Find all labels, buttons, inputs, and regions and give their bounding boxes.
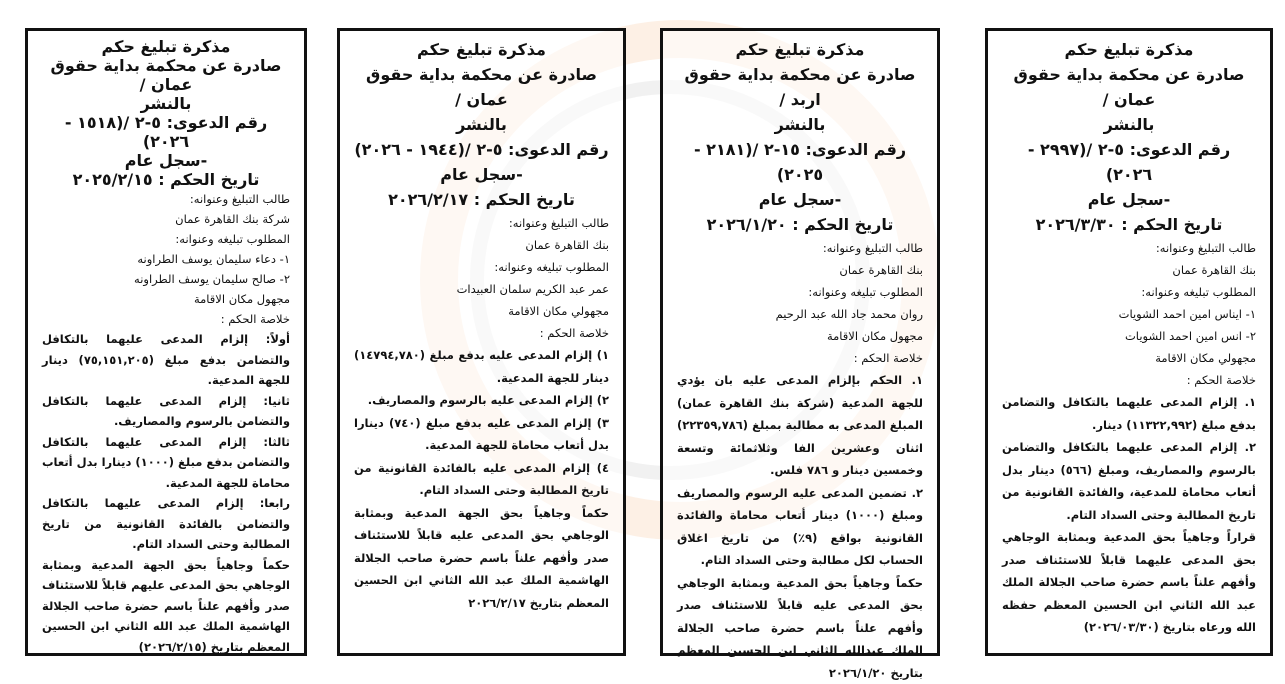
notice-party-line: شركة بنك القاهرة عمان — [42, 209, 290, 229]
judgment-paragraph: ١. إلزام المدعى عليهما بالتكافل والتضامن بدفع مبلغ (١١٣٢٢,٩٩٢) دينار. — [1002, 391, 1256, 436]
notice-title: مذكرة تبليغ حكم — [354, 37, 609, 62]
notice-title: مذكرة تبليغ حكم — [42, 37, 290, 56]
notice-party-line: مجهولي مكان الاقامة — [354, 300, 609, 322]
judgment-paragraph: رابعا: إلزام المدعى عليهما بالتكافل والتضامن بالفائدة القانونية من تاريخ المطالبة وحتى السداد التام. — [42, 493, 290, 555]
notice-party-line: مجهول مكان الاقامة — [42, 289, 290, 309]
notice-registry: -سجل عام — [677, 187, 923, 212]
notice-title: مذكرة تبليغ حكم — [1002, 37, 1256, 62]
judgment-notice — [660, 28, 940, 656]
notice-judgment-date: تاريخ الحكم : ٢٠٢٦/٣/٣٠ — [1002, 212, 1256, 237]
judgment-paragraph: ١. الحكم بإلزام المدعى عليه بان يؤدي للجهة المدعية (شركة بنك القاهرة عمان) المبلغ المدعى به مطالبة بمبلغ (٢٢٣٥٩,٧٨٦) اثنان وعشرين الفا وثلاثمائة وتسعة وخمسين دينار و ٧٨٦ فلس. — [677, 369, 923, 482]
notice-publish: بالنشر — [1002, 112, 1256, 137]
notice-party-line: المطلوب تبليغه وعنوانه: — [42, 229, 290, 249]
judgment-paragraph: قراراً وجاهياً بحق المدعية وبمثابة الوجاهي بحق المدعى عليهما قابلاً للاستئناف صدر وأفهم علناً باسم حضرة صاحب الجلالة الملك عبد الله الثاني ابن الحسين المعظم حفظه الله ورعاه بتاريخ (٢٠٢٦/٠٣/٣٠) — [1002, 526, 1256, 639]
notice-case-no: رقم الدعوى: ٥-٢ /(٢٩٩٧ - ٢٠٢٦) — [1002, 137, 1256, 187]
notice-party-line: مجهولي مكان الاقامة — [1002, 347, 1256, 369]
judgment-summary — [677, 369, 923, 684]
judgment-paragraph: حكماً وجاهياً بحق المدعية وبمثابة الوجاهي بحق المدعى عليه قابلاً للاستئناف صدر وأفهم علناً باسم حضرة صاحب الجلالة الملك عبدالله الثاني ابن الحسين المعظم بتاريخ ٢٠٢٦/١/٢٠ — [677, 572, 923, 684]
notice-judgment-date: تاريخ الحكم : ٢٠٢٦/٢/١٧ — [354, 187, 609, 212]
notice-registry: -سجل عام — [1002, 187, 1256, 212]
notice-party-line: خلاصة الحكم : — [1002, 369, 1256, 391]
notice-party-line: مجهول مكان الاقامة — [677, 325, 923, 347]
notice-party-line: طالب التبليغ وعنوانه: — [354, 212, 609, 234]
judgment-notice — [25, 28, 307, 656]
notice-party-line: طالب التبليغ وعنوانه: — [677, 237, 923, 259]
judgment-summary — [1002, 391, 1256, 639]
notice-party-line: طالب التبليغ وعنوانه: — [42, 189, 290, 209]
notice-party-line: بنك القاهرة عمان — [1002, 259, 1256, 281]
notice-party-line: ١- ايناس امين احمد الشويات — [1002, 303, 1256, 325]
judgment-paragraph: ثالثا: إلزام المدعى عليهما بالتكافل والتضامن بدفع مبلغ (١٠٠٠) دينارا بدل أتعاب محاماة للجهة المدعية. — [42, 432, 290, 494]
notice-publish: بالنشر — [354, 112, 609, 137]
notice-court: صادرة عن محكمة بداية حقوق اربد / — [677, 62, 923, 112]
notice-party-line: روان محمد جاد الله عبد الرحيم — [677, 303, 923, 325]
notice-party-line: طالب التبليغ وعنوانه: — [1002, 237, 1256, 259]
judgment-paragraph: ٢. تضمين المدعى عليه الرسوم والمصاريف ومبلغ (١٠٠٠) دينار أتعاب محاماة والفائدة القانونية بواقع (٩٪) من تاريخ اغلاق الحساب لكل مطالبة وحتى السداد التام. — [677, 482, 923, 572]
notice-publish: بالنشر — [677, 112, 923, 137]
notice-party-line: خلاصة الحكم : — [42, 309, 290, 329]
notice-court: صادرة عن محكمة بداية حقوق عمان / — [1002, 62, 1256, 112]
judgment-notice — [985, 28, 1273, 656]
notice-judgment-date: تاريخ الحكم : ٢٠٢٦/١/٢٠ — [677, 212, 923, 237]
notice-registry: -سجل عام — [354, 162, 609, 187]
judgment-paragraph: حكماً وجاهياً بحق الجهة المدعية وبمثابة الوجاهي بحق المدعى عليهم قابلاً للاستئناف صدر وأفهم علناً باسم حضرة صاحب الجلالة الهاشمية الملك عبد الله الثاني ابن الحسين المعظم بتاريخ (٢٠٢٦/٢/١٥) — [42, 555, 290, 658]
judgment-paragraph: ١) إلزام المدعى عليه بدفع مبلغ (١٤٧٩٤,٧٨٠) دينار للجهة المدعية. — [354, 344, 609, 389]
notice-court: صادرة عن محكمة بداية حقوق عمان / — [354, 62, 609, 112]
notice-party-line: ١- دعاء سليمان يوسف الطراونه — [42, 249, 290, 269]
judgment-summary — [354, 344, 609, 614]
notice-party-line: المطلوب تبليغه وعنوانه: — [677, 281, 923, 303]
notice-party-line: عمر عبد الكريم سلمان العبيدات — [354, 278, 609, 300]
notice-party-line: خلاصة الحكم : — [354, 322, 609, 344]
judgment-paragraph: ٣) إلزام المدعى عليه بدفع مبلغ (٧٤٠) دينارا بدل أتعاب محاماة للجهة المدعية. — [354, 412, 609, 457]
notice-party-line: المطلوب تبليغه وعنوانه: — [1002, 281, 1256, 303]
notice-court: صادرة عن محكمة بداية حقوق عمان / — [42, 56, 290, 94]
judgment-summary — [42, 329, 290, 657]
judgment-notice — [337, 28, 626, 656]
notice-party-line: ٢- انس امين احمد الشويات — [1002, 325, 1256, 347]
notice-case-no: رقم الدعوى: ٥-٢ /(١٩٤٤ - ٢٠٢٦) — [354, 137, 609, 162]
notice-title: مذكرة تبليغ حكم — [677, 37, 923, 62]
judgment-paragraph: ٢. إلزام المدعى عليهما بالتكافل والتضامن بالرسوم والمصاريف، ومبلغ (٥٦٦) دينار بدل أتعاب محاماة للمدعية، والفائدة القانونية من تاريخ المطالبة وحتى السداد التام. — [1002, 436, 1256, 526]
notice-party-line: بنك القاهرة عمان — [677, 259, 923, 281]
judgment-paragraph: حكماً وجاهياً بحق الجهة المدعية وبمثابة الوجاهي بحق المدعى عليه قابلاً للاستئناف صدر وأفهم علناً باسم حضرة صاحب الجلالة الهاشمية الملك عبد الله الثاني ابن الحسين المعظم بتاريخ ٢٠٢٦/٢/١٧ — [354, 502, 609, 615]
notice-case-no: رقم الدعوى: ٥-٢ /(١٥١٨ - ٢٠٢٦) — [42, 113, 290, 151]
notice-party-line: ٢- صالح سليمان يوسف الطراونه — [42, 269, 290, 289]
judgment-paragraph: أولاً: إلزام المدعى عليهما بالتكافل والتضامن بدفع مبلغ (٧٥,١٥١,٢٠٥) دينار للجهة المدعية. — [42, 329, 290, 391]
notice-party-line: خلاصة الحكم : — [677, 347, 923, 369]
notice-case-no: رقم الدعوى: ١٥-٢ /(٢١٨١ - ٢٠٢٥) — [677, 137, 923, 187]
judgment-paragraph: ٢) إلزام المدعى عليه بالرسوم والمصاريف. — [354, 389, 609, 412]
notice-publish: بالنشر — [42, 94, 290, 113]
notice-party-line: المطلوب تبليغه وعنوانه: — [354, 256, 609, 278]
judgment-paragraph: ٤) إلزام المدعى عليه بالفائدة القانونية من تاريخ المطالبة وحتى السداد التام. — [354, 457, 609, 502]
notice-party-line: بنك القاهرة عمان — [354, 234, 609, 256]
judgment-paragraph: ثانيا: إلزام المدعى عليهما بالتكافل والتضامن بالرسوم والمصاريف. — [42, 391, 290, 432]
notice-registry: -سجل عام — [42, 151, 290, 170]
notice-judgment-date: تاريخ الحكم : ٢٠٢٥/٢/١٥ — [42, 170, 290, 189]
